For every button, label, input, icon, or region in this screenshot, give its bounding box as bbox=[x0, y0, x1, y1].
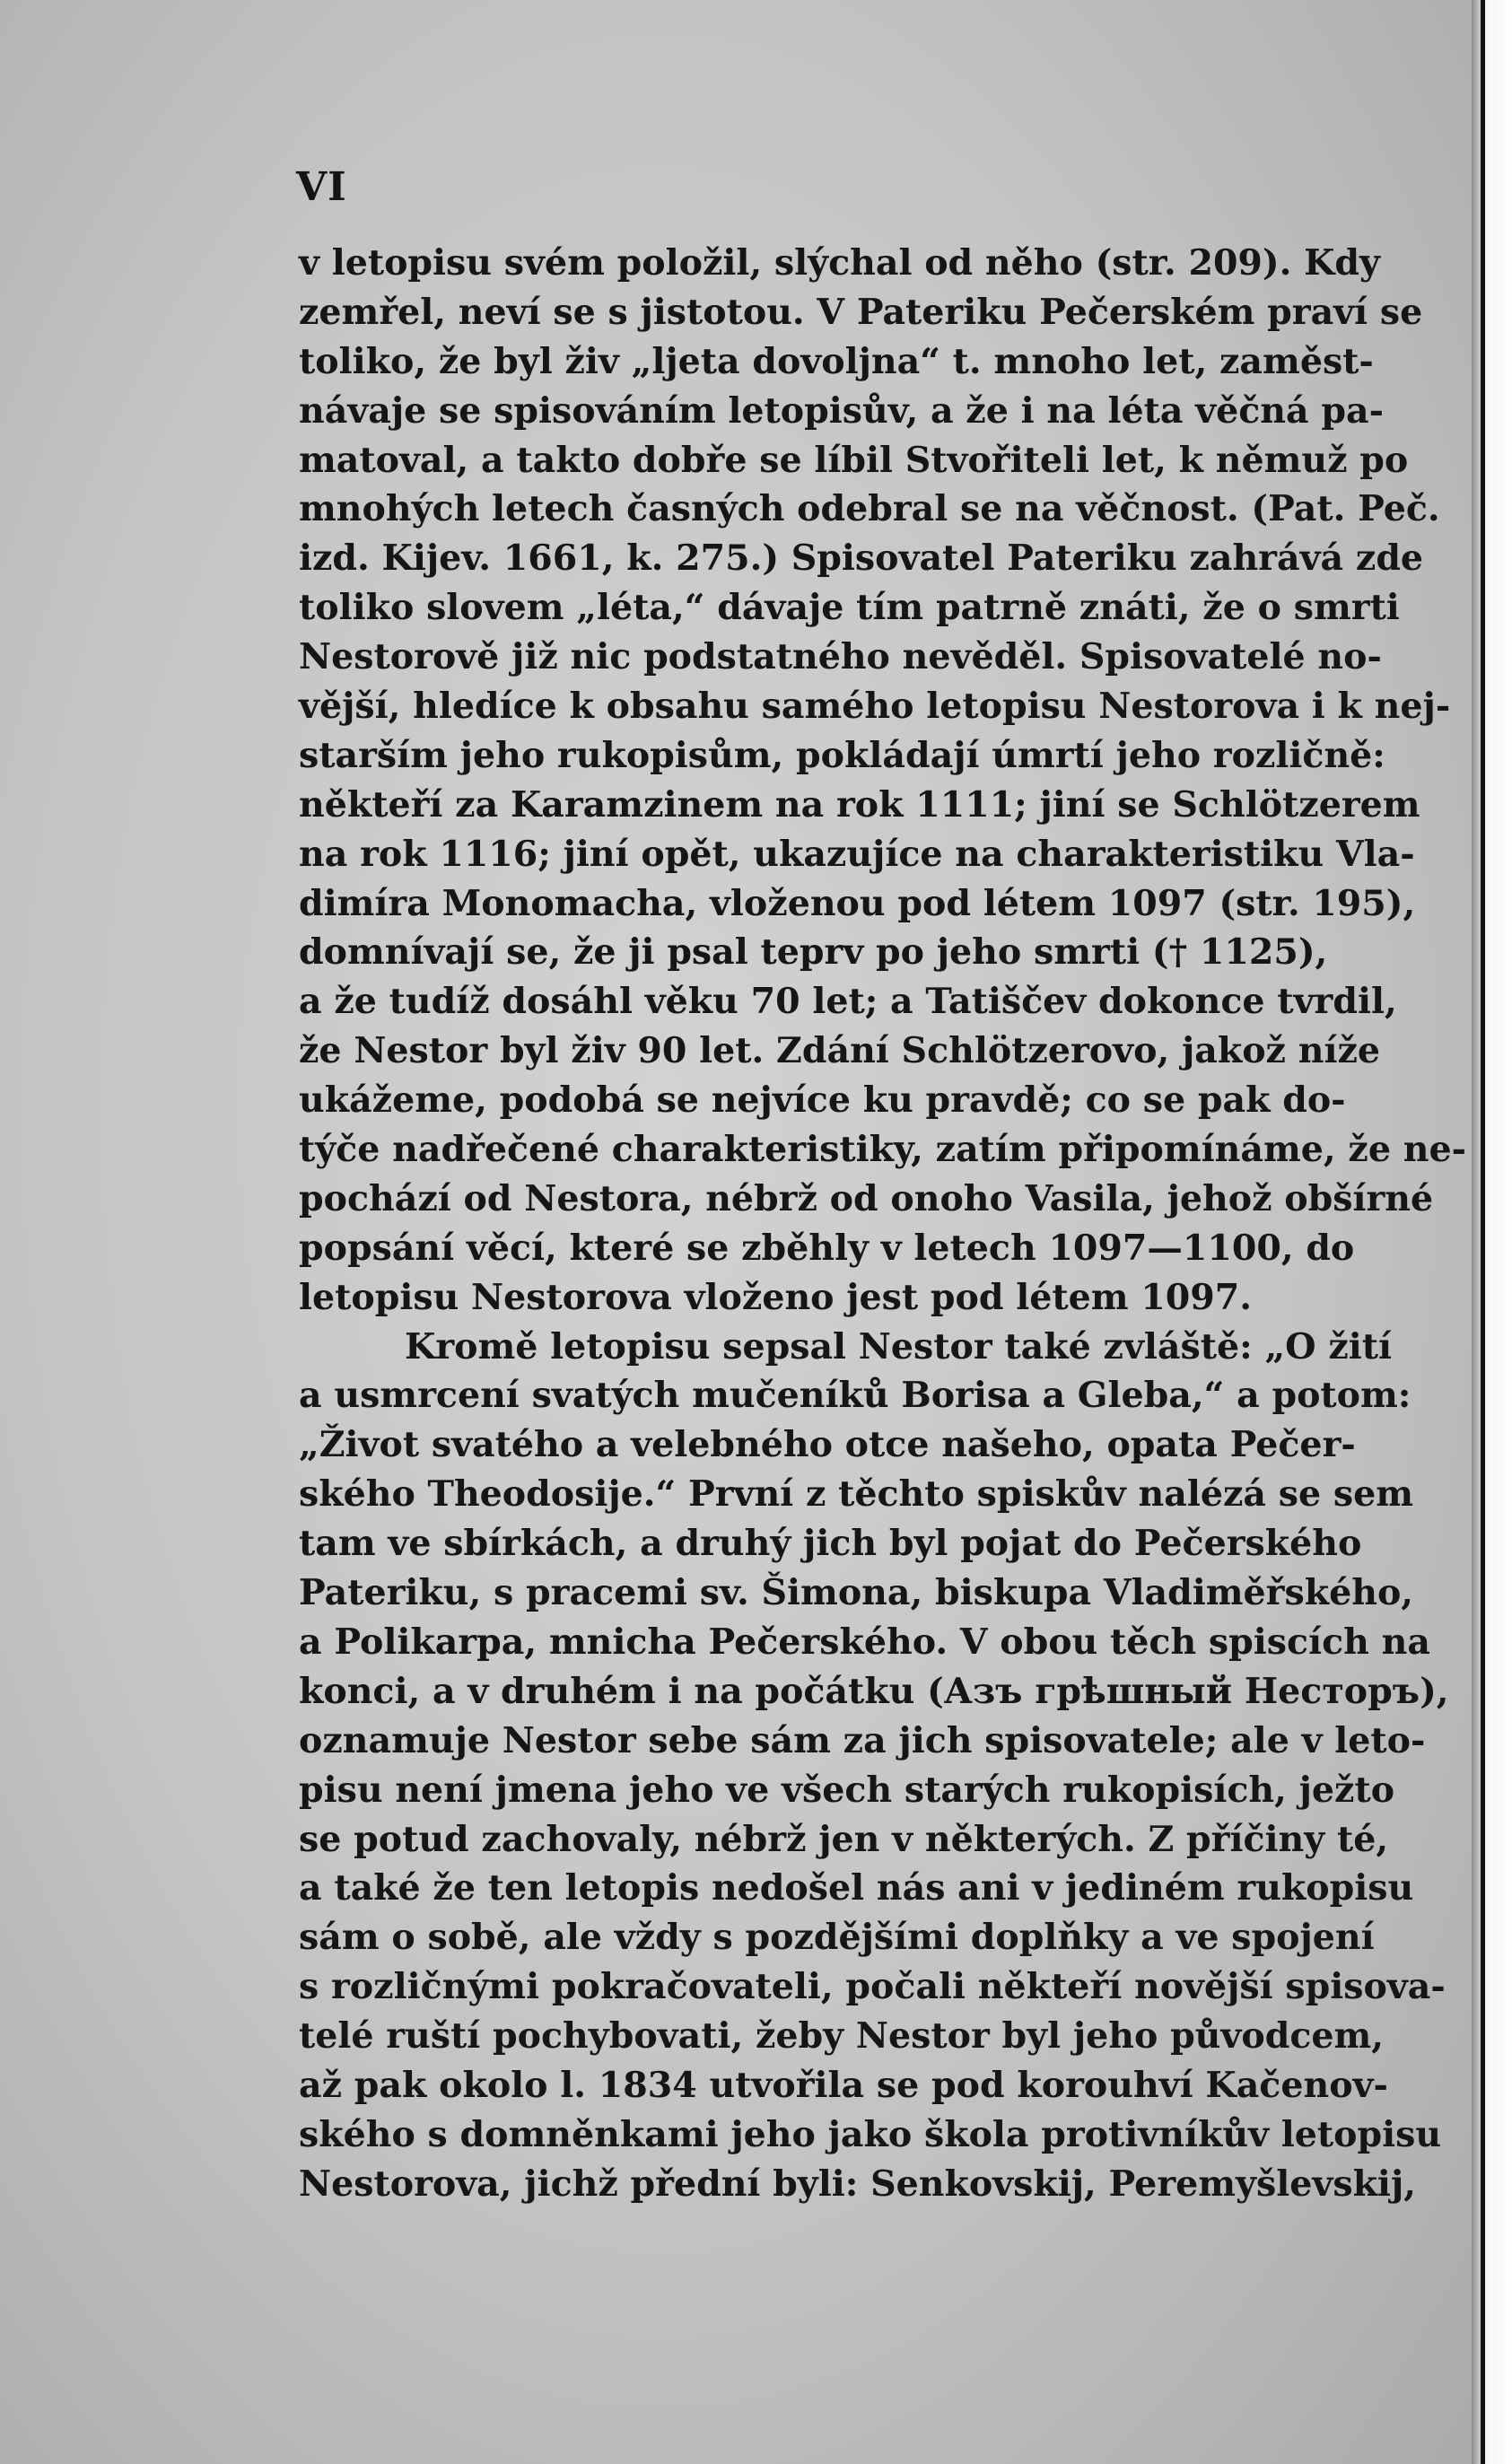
text-line: matoval, a takto dobře se líbil Stvořiteli let, k němuž po bbox=[299, 439, 1409, 481]
text-line: někteří za Karamzinem na rok 1111; jiní se Schlötzerem bbox=[299, 783, 1420, 826]
page-gutter bbox=[1472, 0, 1512, 2464]
text-line: na rok 1116; jiní opět, ukazujíce na charakteristiku Vla- bbox=[299, 833, 1415, 875]
text-line: Nestorova, jichž přední byli: Senkovskij, Peremyšlevskij, bbox=[299, 2163, 1416, 2205]
text-line: návaje se spisováním letopisův, a že i na léta věčná pa- bbox=[299, 389, 1384, 432]
text-line: popsání věcí, které se zběhly v letech 1097—1100, do bbox=[299, 1227, 1355, 1269]
text-line: zemřel, neví se s jistotou. V Pateriku Pečerském praví se bbox=[299, 291, 1423, 333]
text-line: ského Theodosije.“ První z těchto spiskův nalézá se sem bbox=[299, 1473, 1414, 1516]
text-line: vější, hledíce k obsahu samého letopisu Nestorova i k nej- bbox=[299, 686, 1451, 728]
text-line: izd. Kijev. 1661, k. 275.) Spisovatel Pateriku zahrává zde bbox=[299, 537, 1424, 580]
text-line: Nestorově již nic podstatného nevěděl. Spisovatelé no- bbox=[299, 636, 1382, 678]
text-line: v letopisu svém položil, slýchal od něho (str. 209). Kdy bbox=[299, 242, 1381, 284]
text-line: dimíra Monomacha, vloženou pod létem 1097 (str. 195), bbox=[299, 882, 1416, 924]
text-line: ského s domněnkami jeho jako škola protivníkův letopisu bbox=[299, 2113, 1442, 2155]
text-line: starším jeho rukopisům, pokládají úmrtí jeho rozličně: bbox=[299, 734, 1385, 776]
text-line: „Život svatého a velebného otce našeho, opata Pečer- bbox=[299, 1424, 1356, 1466]
text-line: a Polikarpa, mnicha Pečerského. V obou těch spiscích na bbox=[299, 1621, 1430, 1663]
text-line: konci, a v druhém i na počátku (Азъ грѣшный Несторъ), bbox=[299, 1670, 1449, 1712]
text-line: oznamuje Nestor sebe sám za jich spisovatele; ale v leto- bbox=[299, 1719, 1426, 1761]
paragraph-end-line: letopisu Nestorova vloženo jest pod létem 1097. bbox=[299, 1276, 1253, 1318]
text-line: se potud zachovaly, nébrž jen v některých. Z příčiny té, bbox=[299, 1818, 1389, 1860]
text-line: s rozličnými pokračovateli, počali někteří novější spisova- bbox=[299, 1966, 1446, 2008]
body-text bbox=[299, 239, 1466, 2209]
binding-edge bbox=[1481, 0, 1485, 2464]
text-line: toliko slovem „léta,“ dávaje tím patrně znáti, že o smrti bbox=[299, 587, 1400, 629]
text-line: pisu není jmena jeho ve všech starých rukopisích, ježto bbox=[299, 1769, 1395, 1811]
text-line: pochází od Nestora, nébrž od onoho Vasila, jehož obšírné bbox=[299, 1177, 1434, 1219]
text-line: že Nestor byl živ 90 let. Zdání Schlötzerovo, jakož níže bbox=[299, 1030, 1381, 1072]
text-line: a že tudíž dosáhl věku 70 let; a Tatiščev dokonce tvrdil, bbox=[299, 981, 1397, 1023]
text-line: až pak okolo l. 1834 utvořila se pod korouhví Kačenov- bbox=[299, 2064, 1388, 2106]
paragraph-start-line: Kromě letopisu sepsal Nestor také zvláště: „O žití bbox=[405, 1325, 1393, 1367]
text-line: Pateriku, s pracemi sv. Šimona, biskupa Vladiměřského, bbox=[299, 1572, 1414, 1614]
text-line: týče nadřečené charakteristiky, zatím připomínáme, že ne- bbox=[299, 1129, 1466, 1171]
text-line: sám o sobě, ale vždy s pozdějšími doplňky a ve spojení bbox=[299, 1917, 1375, 1959]
text-line: mnohých letech časných odebral se na věčnost. (Pat. Peč. bbox=[299, 488, 1440, 530]
text-line: telé ruští pochybovati, žeby Nestor byl jeho původcem, bbox=[299, 2015, 1385, 2058]
text-line: tam ve sbírkách, a druhý jich byl pojat do Pečerského bbox=[299, 1523, 1362, 1565]
text-line: domnívají se, že ji psal teprv po jeho smrti († 1125), bbox=[299, 931, 1328, 974]
text-line: ukážeme, podobá se nejvíce ku pravdě; co se pak do- bbox=[299, 1079, 1346, 1122]
text-line: a usmrcení svatých mučeníků Borisa a Gleba,“ a potom: bbox=[299, 1375, 1411, 1417]
text-line: a také že ten letopis nedošel nás ani v jediném rukopisu bbox=[299, 1867, 1414, 1909]
page-number: VI bbox=[296, 164, 347, 210]
text-line: toliko, že byl živ „ljeta dovoljna“ t. mnoho let, zaměst- bbox=[299, 340, 1374, 382]
